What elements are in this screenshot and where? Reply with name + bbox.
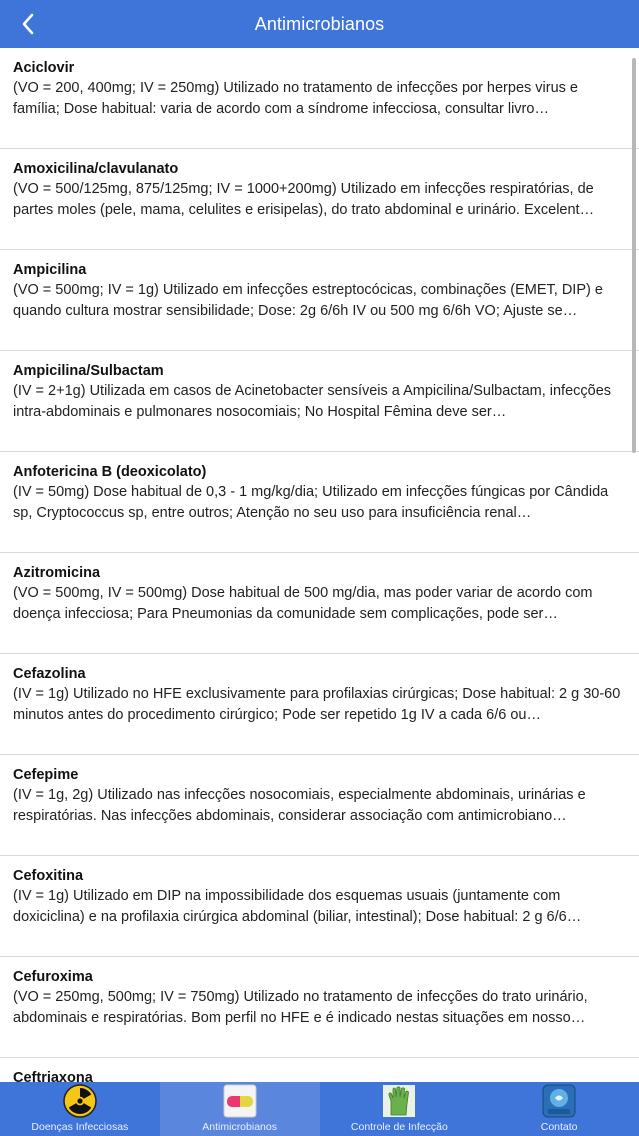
- item-description: (IV = 1g) Utilizado no HFE exclusivamente para profilaxias cirúrgicas; Dose habitual: 2 g 30-60 minutos antes do procedimento cirúrgico; Pode ser repetido 1g IV a cada 6/6 ou…: [13, 686, 621, 723]
- scrollbar[interactable]: [632, 58, 636, 453]
- tab-label: Contato: [540, 1121, 578, 1133]
- list-item[interactable]: [0, 654, 639, 755]
- tab-label: Doenças Infecciosas: [31, 1121, 129, 1133]
- item-description: (VO = 250mg, 500mg; IV = 750mg) Utilizado no tratamento de infecções do trato urinário, abdominais e respiratórias. Bom perfil no HFE e é indicado nestas situações em nosso…: [13, 989, 588, 1026]
- item-title: Ceftriaxona: [13, 1070, 93, 1082]
- item-description: (VO = 500mg; IV = 1g) Utilizado em infecções estreptocócicas, combinações (EMET, DIP) e quando cultura mostrar sensibilidade; Dose: 2g 6/6h IV ou 500 mg 6/6h VO; Ajuste se…: [13, 282, 603, 319]
- chevron-left-icon: [21, 13, 35, 35]
- list-item[interactable]: [0, 149, 639, 250]
- item-description: (IV = 1g, 2g) Utilizado nas infecções nosocomiais, especialmente abdominais, urinárias e respiratórias. Nas infecções abdominais, considerar associação com antimicrobiano…: [13, 787, 586, 824]
- item-description: (VO = 500mg, IV = 500mg) Dose habitual de 500 mg/dia, mas poder variar de acordo com doença infecciosa; Para Pneumonias da comunidade sem complicações, pode ser…: [13, 585, 593, 622]
- item-title: Cefepime: [13, 767, 79, 783]
- tab-doencas-infecciosas[interactable]: [0, 1082, 160, 1136]
- list-item[interactable]: [0, 553, 639, 654]
- item-description: (IV = 50mg) Dose habitual de 0,3 - 1 mg/kg/dia; Utilizado em infecções fúngicas por Cândida sp, Cryptococcus sp, entre outros; Atenção no seu uso para insuficiência renal…: [13, 484, 609, 521]
- item-title: Ampicilina/Sulbactam: [13, 363, 164, 379]
- back-button[interactable]: [14, 8, 42, 40]
- item-description: (IV = 1g) Utilizado em DIP na impossibilidade dos esquemas usuais (juntamente com doxiciclina) e na profilaxia cirúrgica abdominal (biliar, intestinal); Dose habitual: 2 g 6/6…: [13, 888, 582, 925]
- item-title: Amoxicilina/clavulanato: [13, 161, 179, 177]
- nav-bar: [0, 0, 639, 48]
- tab-bar: [0, 1082, 639, 1136]
- item-title: Cefoxitina: [13, 868, 84, 884]
- tab-label: Controle de Infecção: [350, 1121, 448, 1133]
- list-item[interactable]: [0, 957, 639, 1058]
- list-item[interactable]: [0, 351, 639, 452]
- tab-controle-de-infeccao[interactable]: [320, 1082, 480, 1136]
- antimicrobial-list[interactable]: [0, 48, 639, 1082]
- tab-label: Antimicrobianos: [202, 1121, 277, 1133]
- tab-contato[interactable]: [479, 1082, 639, 1136]
- list-item[interactable]: [0, 452, 639, 553]
- radiation-icon: [63, 1084, 97, 1118]
- item-description: (IV = 2+1g) Utilizada em casos de Acinetobacter sensíveis a Ampicilina/Sulbactam, infecções intra-abdominais e pulmonares nosocomiais; No Hospital Fêmina deve ser…: [13, 383, 612, 420]
- contact-card-icon: [542, 1084, 576, 1118]
- item-title: Cefazolina: [13, 666, 86, 682]
- pill-capsule-icon: [223, 1084, 257, 1118]
- glove-icon: [382, 1084, 416, 1118]
- item-title: Aciclovir: [13, 60, 75, 76]
- list-item[interactable]: [0, 1058, 639, 1082]
- list-item[interactable]: [0, 755, 639, 856]
- page-title: Antimicrobianos: [254, 13, 385, 34]
- list-item[interactable]: [0, 250, 639, 351]
- item-description: (VO = 500/125mg, 875/125mg; IV = 1000+200mg) Utilizado em infecções respiratórias, de partes moles (pele, mama, celulites e erisipelas), do trato abdominal e urinário. Excelent…: [13, 181, 595, 218]
- item-title: Anfotericina B (deoxicolato): [13, 464, 207, 480]
- list-item[interactable]: [0, 48, 639, 149]
- item-description: (VO = 200, 400mg; IV = 250mg) Utilizado no tratamento de infecções por herpes virus e família; Dose habitual: varia de acordo com a síndrome infecciosa, consultar livro…: [13, 80, 578, 117]
- item-title: Ampicilina: [13, 262, 87, 278]
- list-item[interactable]: [0, 856, 639, 957]
- item-title: Azitromicina: [13, 565, 101, 581]
- tab-antimicrobianos[interactable]: [160, 1082, 320, 1136]
- item-title: Cefuroxima: [13, 969, 93, 985]
